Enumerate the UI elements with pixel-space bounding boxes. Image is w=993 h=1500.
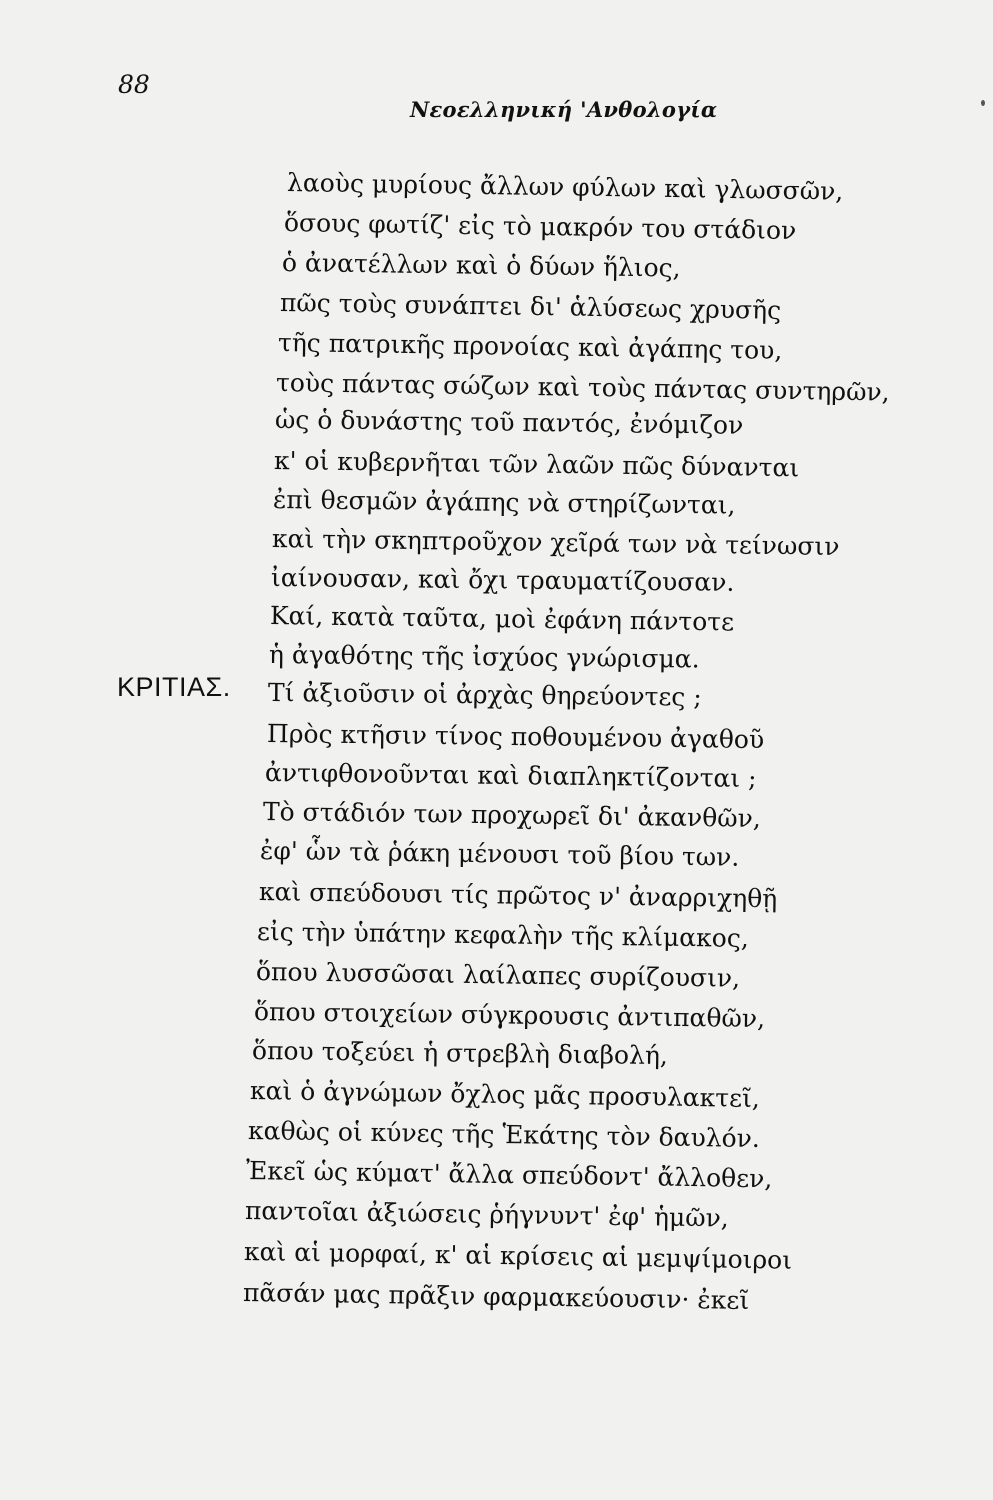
poem-line: ἐφ' ὧν τὰ ῥάκη μένουσι τοῦ βίου των.: [259, 836, 740, 872]
running-title: Νεοελληνική 'Ανθολογία: [410, 97, 718, 122]
poem-line: Τί ἀξιοῦσιν οἱ ἀρχὰς θηρεύοντες ;: [267, 678, 702, 712]
page-number: 88: [118, 70, 150, 99]
poem-line: καὶ τὴν σκηπτροῦχον χεῖρά των νὰ τείνωσιν: [271, 524, 840, 561]
speaker-label: ΚΡΙΤΙΑΣ.: [117, 672, 231, 702]
poem-line: ὅσους φωτίζ' εἰς τὸ μακρόν του στάδιον: [283, 208, 797, 246]
poem-line: κ' οἱ κυβερνῆται τῶν λαῶν πῶς δύνανται: [273, 446, 800, 483]
poem-line: πᾶσάν μας πρᾶξιν φαρμακεύουσιν· ἐκεῖ: [242, 1278, 750, 1315]
poem-line: ἡ ἀγαθότης τῆς ἰσχύος γνώρισμα.: [268, 640, 700, 674]
poem-line: λαοὺς μυρίους ἄλλων φύλων καὶ γλωσσῶν,: [286, 168, 844, 206]
poem-line: παντοῖαι ἀξιώσεις ῥήγνυντ' ἐφ' ἡμῶν,: [244, 1196, 729, 1233]
poem-line: ὅπου λυσσῶσαι λαίλαπες συρίζουσιν,: [255, 957, 741, 993]
poem-line: καὶ ὁ ἀγνώμων ὄχλος μᾶς προσυλακτεῖ,: [249, 1076, 761, 1114]
poem-line: τοὺς πάντας σώζων καὶ τοὺς πάντας συντηρῶν,: [275, 368, 890, 407]
poem-line: ὁ ἀνατέλλων καὶ ὁ δύων ἥλιος,: [281, 248, 681, 283]
margin-speck: [981, 100, 985, 106]
poem-line: Καί, κατὰ ταῦτα, μοὶ ἐφάνη πάντοτε: [269, 601, 735, 637]
poem-line: ἰαίνουσαν, καὶ ὄχι τραυματίζουσαν.: [270, 563, 735, 597]
poem-line: Ἐκεῖ ὡς κύματ' ἄλλα σπεύδοντ' ἄλλοθεν,: [245, 1156, 773, 1194]
poem-line: Τὸ στάδιόν των προχωρεῖ δι' ἀκανθῶν,: [262, 797, 761, 833]
poem-line: ὅπου στοιχείων σύγκρουσις ἀντιπαθῶν,: [253, 997, 766, 1034]
poem-line: ἐπὶ θεσμῶν ἀγάπης νὰ στηρίζωνται,: [272, 485, 736, 520]
poem-line: ἀντιφθονοῦνται καὶ διαπληκτίζονται ;: [264, 758, 757, 794]
poem-line: ὅπου τοξεύει ἡ στρεβλὴ διαβολή,: [251, 1036, 669, 1071]
poem-line: ὡς ὁ δυνάστης τοῦ παντός, ἐνόμιζον: [274, 405, 744, 440]
poem-line: καθὼς οἱ κύνες τῆς Ἑκάτης τὸν δαυλόν.: [247, 1116, 761, 1154]
poem-line: καὶ σπεύδουσι τίς πρῶτος ν' ἀναρριχηθῇ: [258, 877, 778, 914]
poem-line: πῶς τοὺς συνάπτει δι' ἁλύσεως χρυσῆς: [279, 288, 782, 325]
poem-line: καὶ αἱ μορφαί, κ' αἱ κρίσεις αἱ μεμψίμοιροι: [243, 1237, 793, 1275]
poem-line: Πρὸς κτῆσιν τίνος ποθουμένου ἀγαθοῦ: [266, 719, 765, 755]
poem-line: τῆς πατρικῆς προνοίας καὶ ἀγάπης του,: [277, 328, 783, 365]
poem-line: εἰς τὴν ὑπάτην κεφαλὴν τῆς κλίμακος,: [256, 917, 749, 953]
